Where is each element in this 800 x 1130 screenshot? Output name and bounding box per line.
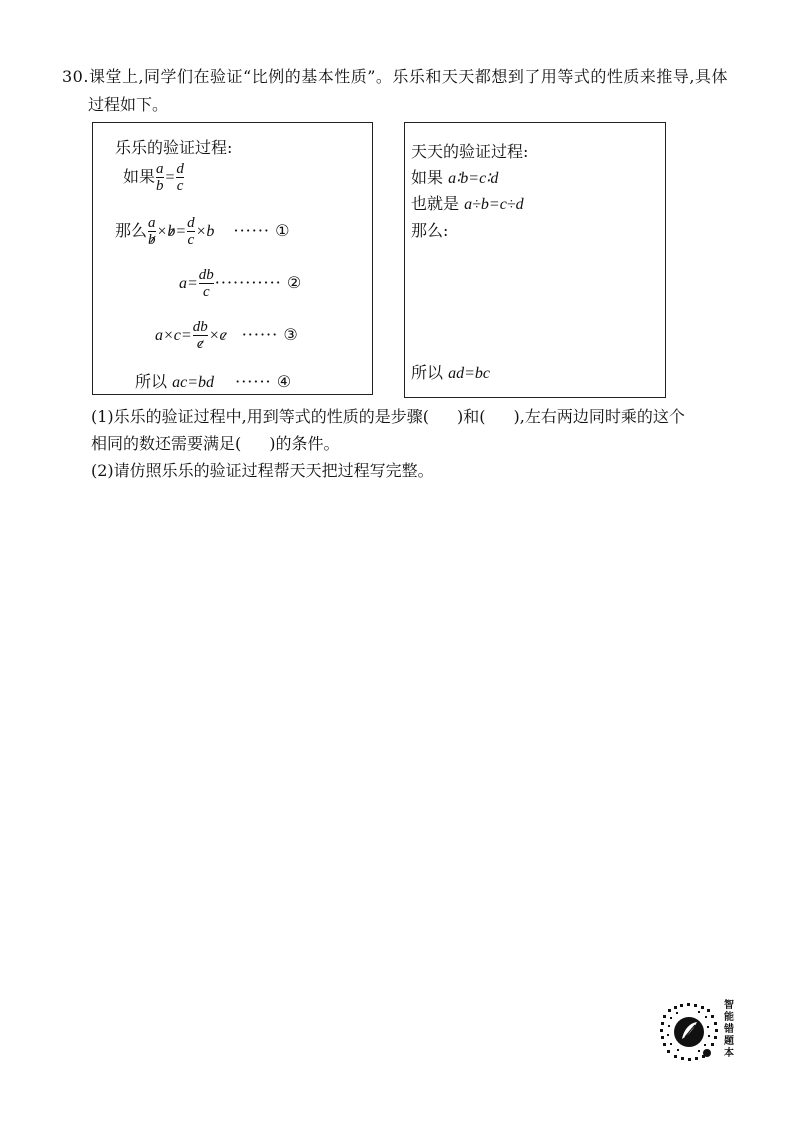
question-line-2: 过程如下。 [88, 95, 169, 114]
lele-heading: 乐乐的验证过程: [115, 138, 233, 157]
tiantian-heading: 天天的验证过程: [411, 142, 529, 161]
lele-then-label: 那么 [115, 221, 148, 240]
tiantian-line-3: 那么: [411, 221, 449, 240]
sub-question-1-line-2: 相同的数还需要满足( )的条件。 [91, 434, 340, 453]
step-marker-3: ③ [283, 325, 298, 344]
question-text-1: 课堂上,同学们在验证“比例的基本性质”。乐乐和天天都想到了用等式的性质来推导,具体 [88, 67, 728, 86]
step-marker-4: ④ [276, 372, 292, 391]
fraction-a-b: $\frac{a}{b}$ [156, 161, 164, 194]
step-marker-1: ① [275, 221, 290, 240]
lele-step-3: a×c= $\frac{db}{c}$ ×c ······ ③ [155, 319, 298, 352]
cancelled-c: c [219, 327, 227, 344]
lele-proof-box [92, 122, 373, 395]
lele-step-1: 那么 $\frac{a}{b}$ ×b= $\frac{d}{c}$ ×b ······ ① [115, 215, 290, 248]
lele-step-2: a= $\frac{db}{c}$ ··········· ② [179, 267, 302, 300]
lele-if-line [123, 161, 185, 194]
fraction-a-b-cancel: $\frac{a}{b}$ [148, 215, 156, 248]
question-number: 30. [62, 67, 89, 86]
tiantian-proof-box [404, 122, 666, 398]
qr-code-icon[interactable] [658, 1001, 720, 1063]
equals-sign: = [164, 169, 176, 186]
lele-conclusion: ac=bd [172, 374, 215, 391]
fraction-db-c: $\frac{db}{c}$ [198, 267, 214, 300]
tiantian-line-2: 也就是 a÷b=c÷d [411, 194, 524, 213]
fraction-db-c-cancel: $\frac{db}{c}$ [192, 319, 208, 352]
tiantian-conclusion: 所以 ad=bc [411, 363, 491, 382]
cancelled-b: b [167, 223, 176, 240]
fraction-d-c-2: $\frac{d}{c}$ [187, 215, 195, 248]
lele-step-4: 所以 ac=bd ······ ④ [135, 372, 292, 391]
sub-question-1-line-1: (1)乐乐的验证过程中,用到等式的性质的是步骤( )和( ),左右两边同时乘的这个 [91, 407, 685, 426]
fraction-d-c: $\frac{d}{c}$ [176, 161, 184, 194]
tiantian-line-1: 如果 a∶b=c∶d [411, 168, 499, 187]
lele-if-label: 如果 [123, 167, 156, 186]
question-line-1 [62, 64, 728, 90]
sub-question-2: (2)请仿照乐乐的验证过程帮天天把过程写完整。 [91, 461, 434, 480]
qr-label: 智能错题本 [724, 1000, 734, 1059]
step-marker-2: ② [286, 273, 302, 292]
